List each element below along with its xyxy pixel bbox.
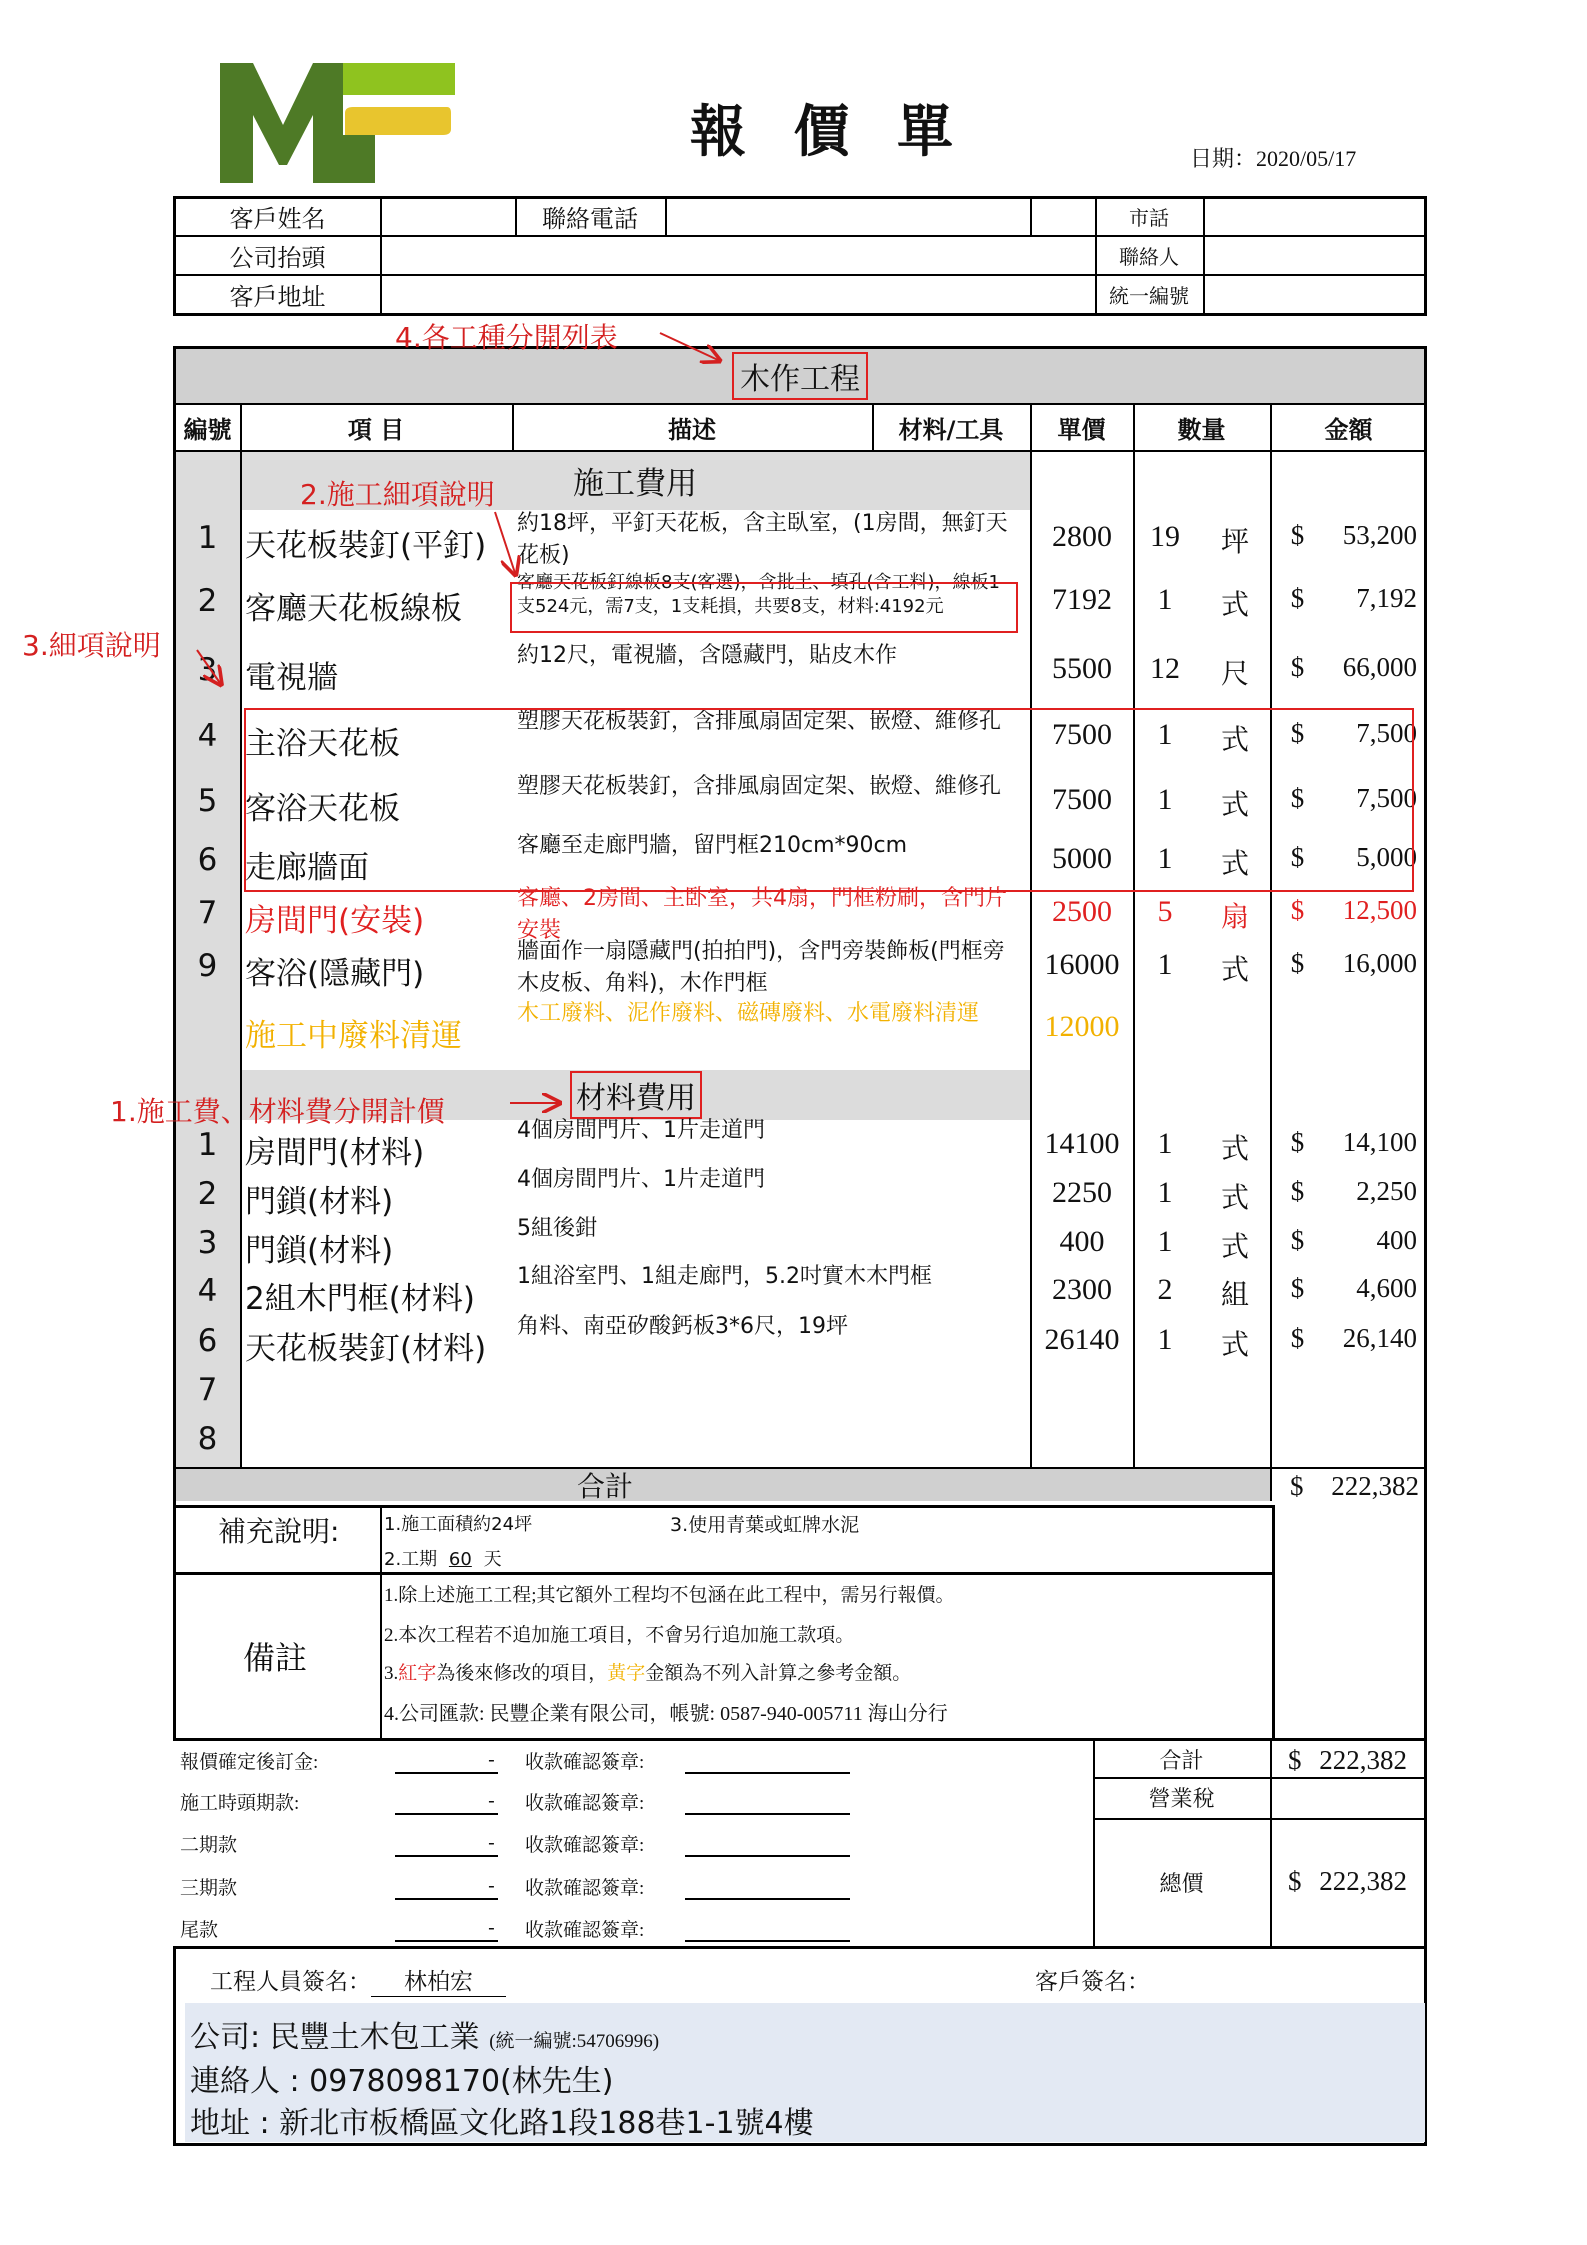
row-amount: 12,500	[1342, 895, 1417, 925]
row-description: 4個房間門片、1片走道門	[517, 1118, 765, 1143]
row-unit: 式	[1220, 1328, 1249, 1361]
supplement-note-1: 1.施工面積約24坪	[384, 1514, 533, 1535]
payment-dash: -	[488, 1917, 495, 1939]
row-item: 房間門(材料)	[245, 1135, 425, 1171]
row-number: 2	[197, 1176, 218, 1212]
company-name: 公司: 民豐土木包工業	[190, 2020, 480, 2055]
receipt-signature-line[interactable]	[685, 1813, 850, 1815]
annotation-4: 4.各工種分開列表	[395, 321, 618, 354]
row-currency: $	[1290, 1176, 1305, 1206]
row-currency: $	[1290, 1323, 1305, 1353]
section-title-text: 木作工程	[732, 352, 868, 400]
row-unit-price: 7500	[1052, 718, 1112, 751]
payment-amount-line[interactable]	[395, 1940, 498, 1942]
row-description: 角料、南亞矽酸鈣板3*6尺，19坪	[517, 1314, 848, 1339]
payment-dash: -	[488, 1832, 495, 1854]
page-title: 報 價 單	[690, 100, 967, 165]
annotation-2: 2.施工細項說明	[300, 478, 495, 511]
row-item: 電視牆	[245, 660, 338, 696]
customer-name-label: 客戶姓名	[229, 204, 326, 233]
receipt-signature-line[interactable]	[685, 1855, 850, 1857]
row-item: 房間門(安裝)	[245, 903, 425, 939]
row-item: 門鎖(材料)	[245, 1233, 394, 1269]
date-value: 2020/05/17	[1256, 146, 1357, 171]
row-description: 牆面作一扇隱藏門(拍拍門)，含門旁裝飾板(門框旁木皮板、角料)，木作門框	[517, 939, 1005, 996]
company-contact: 連絡人 : 0978098170(林先生)	[190, 2064, 614, 2099]
row-currency: $	[1290, 718, 1305, 748]
tel-label: 市話	[1129, 205, 1169, 230]
row-item: 客廳天花板線板	[245, 591, 462, 627]
phone-label: 聯絡電話	[542, 204, 638, 233]
row-amount: 5,000	[1356, 842, 1417, 872]
row-description: 1組浴室門、1組走廊門，5.2吋實木木門框	[517, 1264, 932, 1289]
remark-3-b: 為後來修改的項目，	[436, 1663, 608, 1684]
row-quantity: 1	[1157, 1127, 1173, 1160]
row-quantity: 5	[1157, 895, 1173, 928]
row-unit: 式	[1220, 953, 1249, 986]
labor-header: 施工費用	[573, 466, 697, 502]
payment-stage-label: 施工時頭期款:	[180, 1793, 300, 1814]
row-quantity: 2	[1157, 1273, 1173, 1306]
receipt-signature-label: 收款確認簽章:	[525, 1835, 645, 1856]
payment-amount-line[interactable]	[395, 1898, 498, 1900]
receipt-signature-label: 收款確認簽章:	[525, 1920, 645, 1941]
col-no: 編號	[183, 416, 232, 444]
tax-id-label: 統一編號	[1109, 283, 1189, 308]
row-number: 8	[197, 1421, 218, 1457]
row-number: 4	[197, 1273, 218, 1309]
row-quantity: 1	[1157, 783, 1173, 816]
row-currency: $	[1290, 520, 1305, 550]
row-quantity: 1	[1157, 948, 1173, 981]
company-name-line	[190, 2012, 659, 2056]
row-amount: 16,000	[1342, 948, 1417, 978]
remark-3-yellow: 黃字	[607, 1663, 646, 1684]
row-unit-price: 7500	[1052, 783, 1112, 816]
row-number: 4	[197, 718, 218, 754]
subtotal-currency: $	[1290, 1471, 1304, 1501]
row-item: 施工中廢料清運	[245, 1018, 462, 1054]
row-unit-price: 2300	[1052, 1273, 1112, 1306]
row-number: 6	[197, 1323, 218, 1359]
row-amount: 400	[1376, 1225, 1417, 1255]
row-quantity: 19	[1150, 520, 1180, 553]
receipt-signature-label: 收款確認簽章:	[525, 1793, 645, 1814]
row-amount: 7,500	[1356, 718, 1417, 748]
row-currency: $	[1290, 583, 1305, 613]
row-unit: 組	[1220, 1278, 1249, 1311]
supplement-label: 補充說明:	[218, 1515, 340, 1548]
row-unit-price: 400	[1059, 1225, 1105, 1258]
col-item: 項 目	[347, 416, 405, 444]
col-amount: 金額	[1324, 416, 1373, 444]
row-item: 天花板裝釘(平釘)	[245, 528, 487, 564]
row-unit: 式	[1220, 788, 1249, 821]
row-description: 4個房間門片、1片走道門	[517, 1167, 765, 1192]
row-currency: $	[1290, 1273, 1305, 1303]
row-amount: 4,600	[1356, 1273, 1417, 1303]
row-quantity: 1	[1157, 1176, 1173, 1209]
row-description: 客廳至走廊門牆，留門框210cm*90cm	[517, 833, 908, 858]
subtotal-value: 222,382	[1331, 1471, 1419, 1501]
row-description: 約18坪，平釘天花板，含主臥室，(1房間，無釘天花板)	[517, 511, 1008, 568]
receipt-signature-line[interactable]	[685, 1940, 850, 1942]
row-quantity: 1	[1157, 583, 1173, 616]
row-number: 7	[197, 1372, 218, 1408]
payment-stage-label: 尾款	[180, 1920, 219, 1941]
grand-total-label: 總價	[1159, 1871, 1204, 1897]
remark-3-red: 紅字	[398, 1663, 437, 1684]
row-unit: 式	[1220, 588, 1249, 621]
customer-address-label: 客戶地址	[229, 282, 326, 311]
company-address: 地址 : 新北市板橋區文化路1段188巷1-1號4樓	[190, 2106, 814, 2141]
row-currency: $	[1290, 783, 1305, 813]
row-item: 天花板裝釘(材料)	[245, 1331, 487, 1367]
row-unit: 式	[1220, 847, 1249, 880]
row-unit-price: 7192	[1052, 583, 1112, 616]
payment-dash: -	[488, 1749, 495, 1771]
row-number: 5	[197, 783, 218, 819]
row-number: 2	[197, 583, 218, 619]
row-description: 客廳天花板釘線板8支(客選)，含批土、填孔(含工料)，線板1支524元，需7支，1支耗損，共要8支，材料:4192元	[517, 572, 1000, 617]
supplement-note-2	[384, 1545, 502, 1571]
row-unit-price: 2800	[1052, 520, 1112, 553]
payment-stage-label: 三期款	[180, 1878, 238, 1899]
remark-4: 4.公司匯款: 民豐企業有限公司，帳號: 0587-940-005711 海山分行	[384, 1703, 948, 1725]
row-unit: 式	[1220, 723, 1249, 756]
row-amount: 7,192	[1356, 583, 1417, 613]
row-unit: 式	[1220, 1230, 1249, 1263]
row-description: 塑膠天花板裝釘，含排風扇固定架、嵌燈、維修孔	[517, 774, 1002, 799]
row-number: 9	[197, 948, 218, 984]
row-quantity: 1	[1157, 1225, 1173, 1258]
col-price: 單價	[1057, 416, 1106, 444]
engineer-label: 工程人員簽名：	[210, 1969, 371, 1995]
row-unit-price: 14100	[1044, 1127, 1120, 1160]
col-qty: 數量	[1177, 416, 1226, 444]
engineer-name: 林柏宏	[371, 1963, 506, 1997]
grand-total-currency: $	[1288, 1866, 1302, 1896]
row-unit: 式	[1220, 1132, 1249, 1165]
row-unit-price: 12000	[1044, 1010, 1120, 1043]
row-unit-price: 5000	[1052, 842, 1112, 875]
row-unit-price: 2250	[1052, 1176, 1112, 1209]
row-item: 主浴天花板	[245, 726, 400, 762]
row-description: 5組後鉗	[517, 1216, 597, 1241]
receipt-signature-label: 收款確認簽章:	[525, 1878, 645, 1899]
row-number: 6	[197, 842, 218, 878]
payment-dash: -	[488, 1875, 495, 1897]
duration-suffix: 天	[483, 1549, 502, 1570]
row-unit-price: 5500	[1052, 652, 1112, 685]
remark-3-a: 3.	[384, 1663, 399, 1684]
row-currency: $	[1290, 1127, 1305, 1157]
company-title-label: 公司抬頭	[229, 243, 326, 272]
row-amount: 14,100	[1342, 1127, 1417, 1157]
row-number: 3	[197, 1225, 218, 1261]
row-item: 客浴(隱藏門)	[245, 956, 425, 992]
row-unit: 式	[1220, 1181, 1249, 1214]
customer-signature-label: 客戶簽名：	[1035, 1969, 1150, 1995]
row-unit-price: 16000	[1044, 948, 1120, 981]
material-header-text: 材料費用	[570, 1071, 702, 1119]
remark-3-c: 金額為不列入計算之參考金額。	[645, 1663, 912, 1684]
payment-amount-line[interactable]	[395, 1813, 498, 1815]
row-description: 客廳、2房間、主卧室，共4扇，門框粉刷，含門片安裝	[517, 886, 1007, 943]
row-quantity: 12	[1150, 652, 1180, 685]
subtotal-label: 合計	[576, 1470, 633, 1503]
row-currency: $	[1290, 842, 1305, 872]
row-amount: 26,140	[1342, 1323, 1417, 1353]
receipt-signature-line[interactable]	[685, 1772, 850, 1774]
row-quantity: 1	[1157, 1323, 1173, 1356]
row-item: 門鎖(材料)	[245, 1184, 394, 1220]
row-number: 7	[197, 895, 218, 931]
date-label: 日期：	[1190, 146, 1257, 171]
annotation-1: 1.施工費、材料費分開計價	[110, 1095, 445, 1128]
receipt-signature-label: 收款確認簽章:	[525, 1752, 645, 1773]
row-quantity: 1	[1157, 718, 1173, 751]
row-item: 走廊牆面	[245, 850, 369, 886]
remark-3	[384, 1658, 911, 1685]
row-item: 2組木門框(材料)	[245, 1281, 475, 1317]
contact-person-label: 聯絡人	[1119, 244, 1179, 269]
row-unit: 扇	[1220, 900, 1249, 933]
total-value: 222,382	[1319, 1745, 1407, 1775]
payment-amount-line[interactable]	[395, 1772, 498, 1774]
company-tax-id: (統一編號:54706996)	[489, 2031, 660, 2052]
row-quantity: 1	[1157, 842, 1173, 875]
row-number: 3	[197, 652, 218, 688]
row-unit-price: 26140	[1044, 1323, 1120, 1356]
row-currency: $	[1290, 948, 1305, 978]
payment-stage-label: 報價確定後訂金:	[180, 1752, 319, 1773]
row-amount: 7,500	[1356, 783, 1417, 813]
col-material: 材料/工具	[898, 416, 1004, 444]
total-label: 合計	[1159, 1748, 1204, 1774]
supplement-note-3: 3.使用青葉或虹牌水泥	[670, 1514, 860, 1536]
remark-1: 1.除上述施工工程;其它額外工程均不包涵在此工程中，需另行報價。	[384, 1585, 955, 1606]
row-currency: $	[1290, 1225, 1305, 1255]
engineer-signature	[210, 1963, 506, 1997]
row-description: 木工廢料、泥作廢料、磁磚廢料、水電廢料清運	[517, 1001, 980, 1026]
duration-prefix: 2.工期	[384, 1549, 438, 1570]
row-item: 客浴天花板	[245, 791, 400, 827]
row-amount: 53,200	[1342, 520, 1417, 550]
remark-2: 2.本次工程若不追加施工項目，不會另行追加施工款項。	[384, 1625, 855, 1646]
receipt-signature-line[interactable]	[685, 1898, 850, 1900]
row-currency: $	[1290, 895, 1305, 925]
row-amount: 66,000	[1342, 652, 1417, 682]
row-description: 約12尺，電視牆，含隱藏門，貼皮木作	[517, 643, 897, 668]
col-desc: 描述	[668, 416, 716, 444]
grand-total-value: 222,382	[1319, 1866, 1407, 1896]
tax-label: 營業稅	[1148, 1787, 1215, 1812]
payment-amount-line[interactable]	[395, 1855, 498, 1857]
row-amount: 2,250	[1356, 1176, 1417, 1206]
row-number: 1	[197, 1127, 218, 1163]
remarks-label: 備註	[243, 1639, 308, 1677]
row-unit: 坪	[1220, 525, 1249, 558]
row-unit: 尺	[1220, 657, 1249, 690]
duration-value: 60	[448, 1549, 472, 1570]
row-description: 塑膠天花板裝釘，含排風扇固定架、嵌燈、維修孔	[517, 709, 1002, 734]
row-unit-price: 2500	[1052, 895, 1112, 928]
total-currency: $	[1288, 1745, 1302, 1775]
payment-dash: -	[488, 1790, 495, 1812]
annotation-3: 3.細項說明	[22, 629, 161, 662]
payment-stage-label: 二期款	[180, 1835, 238, 1856]
row-number: 1	[197, 520, 218, 556]
row-currency: $	[1290, 652, 1305, 682]
